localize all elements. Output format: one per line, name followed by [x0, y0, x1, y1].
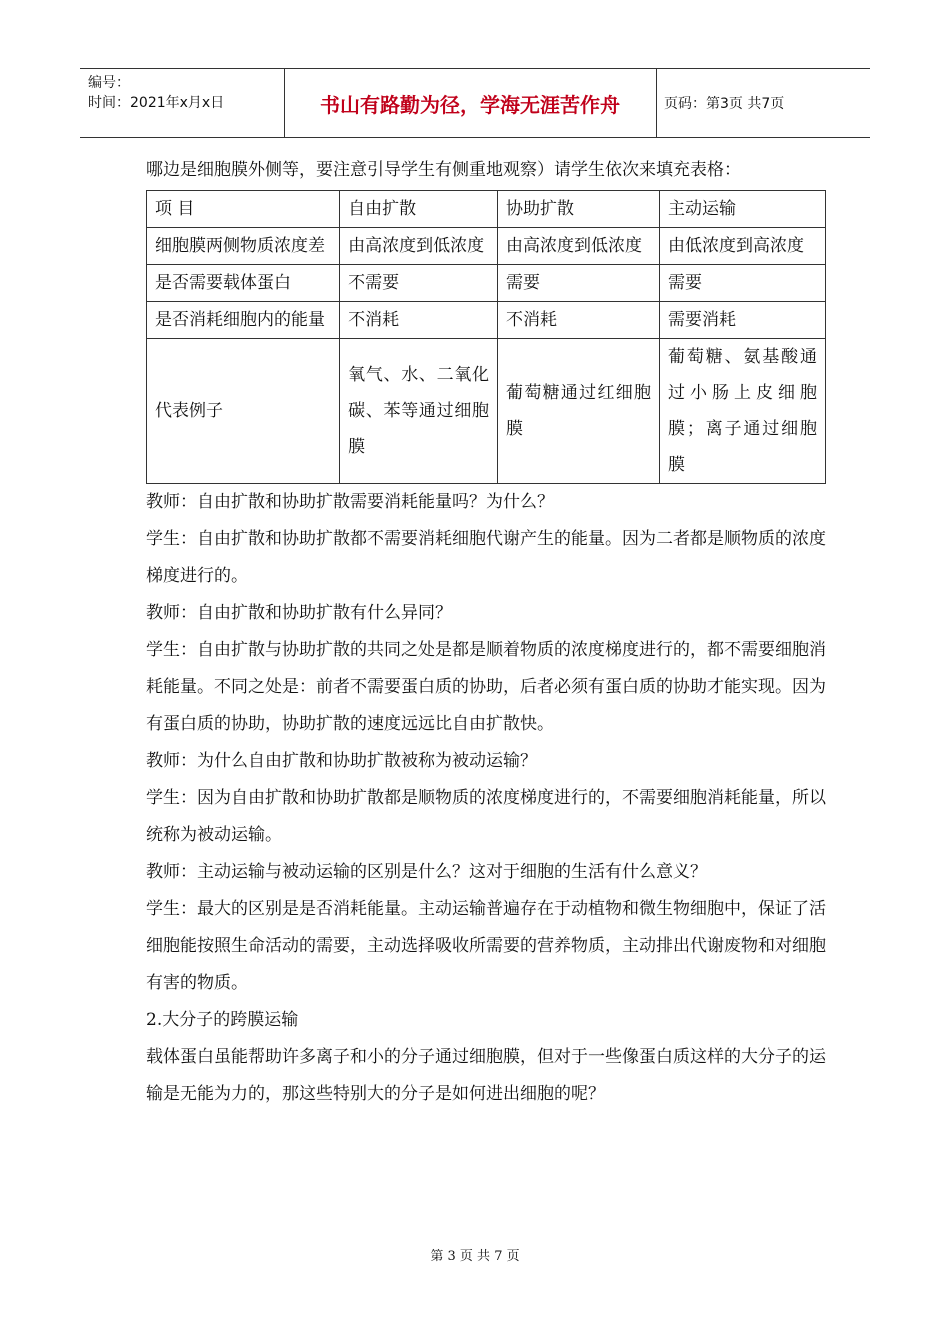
document-time-label: 时间：2021年x月x日: [88, 95, 225, 111]
section-heading: 2.大分子的跨膜运输: [146, 1010, 299, 1030]
transport-comparison-table: [146, 190, 826, 484]
dialogue-paragraph: 教师：为什么自由扩散和协助扩散被称为被动运输？: [146, 751, 537, 771]
dialogue-paragraph: 教师：自由扩散和协助扩散有什么异同？: [146, 603, 452, 623]
table-cell: 葡萄糖通过红细胞膜: [498, 339, 660, 484]
table-header-cell: 项 目: [147, 191, 340, 228]
dialogue-paragraph: 学生：最大的区别是是否消耗能量。主动运输普遍存在于动植物和微生物细胞中，保证了活细胞能按照生命活动的需要，主动选择吸收所需要的营养物质，主动排出代谢废物和对细胞有害的物质。: [146, 899, 826, 993]
table-cell: 是否需要载体蛋白: [147, 265, 340, 302]
table-cell: 需要消耗: [660, 302, 826, 339]
table-header-cell: 协助扩散: [498, 191, 660, 228]
table-cell: 由高浓度到低浓度: [498, 228, 660, 265]
intro-paragraph: 哪边是细胞膜外侧等，要注意引导学生有侧重地观察）请学生依次来填充表格：: [146, 160, 741, 180]
table-header-cell: 主动运输: [660, 191, 826, 228]
table-cell: 不消耗: [340, 302, 498, 339]
table-cell: 由低浓度到高浓度: [660, 228, 826, 265]
page-header: [80, 68, 870, 138]
dialogue-paragraph: 学生：自由扩散与协助扩散的共同之处是都是顺着物质的浓度梯度进行的，都不需要细胞消耗能量。不同之处是：前者不需要蛋白质的协助，后者必须有蛋白质的协助才能实现。因为有蛋白质的协助，协助扩散的速度远远比自由扩散快。: [146, 640, 826, 734]
table-row: [147, 302, 826, 339]
dialogue-paragraph: 教师：主动运输与被动运输的区别是什么？这对于细胞的生活有什么意义？: [146, 862, 707, 882]
table-cell: 由高浓度到低浓度: [340, 228, 498, 265]
header-page-number: 页码：第3页 共7页: [664, 96, 785, 112]
table-row: [147, 339, 826, 484]
table-row: [147, 265, 826, 302]
table-cell: 葡萄糖、氨基酸通过小肠上皮细胞膜；离子通过细胞膜: [660, 339, 826, 484]
header-divider-right: [656, 69, 657, 137]
dialogue-paragraph: 教师：自由扩散和协助扩散需要消耗能量吗？为什么？: [146, 492, 554, 512]
table-cell: 代表例子: [147, 339, 340, 484]
page-footer: 第 3 页 共 7 页: [430, 1249, 520, 1264]
dialogue-paragraph: 学生：因为自由扩散和协助扩散都是顺物质的浓度梯度进行的，不需要细胞消耗能量，所以统称为被动运输。: [146, 788, 826, 845]
document-number-label: 编号：: [88, 75, 130, 91]
document-body: [146, 152, 826, 1113]
table-cell: 是否消耗细胞内的能量: [147, 302, 340, 339]
table-header-cell: 自由扩散: [340, 191, 498, 228]
body-paragraph: 载体蛋白虽能帮助许多离子和小的分子通过细胞膜，但对于一些像蛋白质这样的大分子的运输是无能为力的，那这些特别大的分子是如何进出细胞的呢？: [146, 1047, 826, 1104]
table-cell: 氧气、水、二氧化碳、苯等通过细胞膜: [340, 339, 498, 484]
table-row: [147, 228, 826, 265]
table-header-row: [147, 191, 826, 228]
dialogue-paragraph: 学生：自由扩散和协助扩散都不需要消耗细胞代谢产生的能量。因为二者都是顺物质的浓度梯度进行的。: [146, 529, 826, 586]
header-meta: [88, 73, 278, 113]
table-cell: 需要: [498, 265, 660, 302]
table-cell: 需要: [660, 265, 826, 302]
table-cell: 不消耗: [498, 302, 660, 339]
table-cell: 不需要: [340, 265, 498, 302]
header-motto: 书山有路勤为径，学海无涯苦作舟: [320, 93, 620, 117]
table-cell: 细胞膜两侧物质浓度差: [147, 228, 340, 265]
